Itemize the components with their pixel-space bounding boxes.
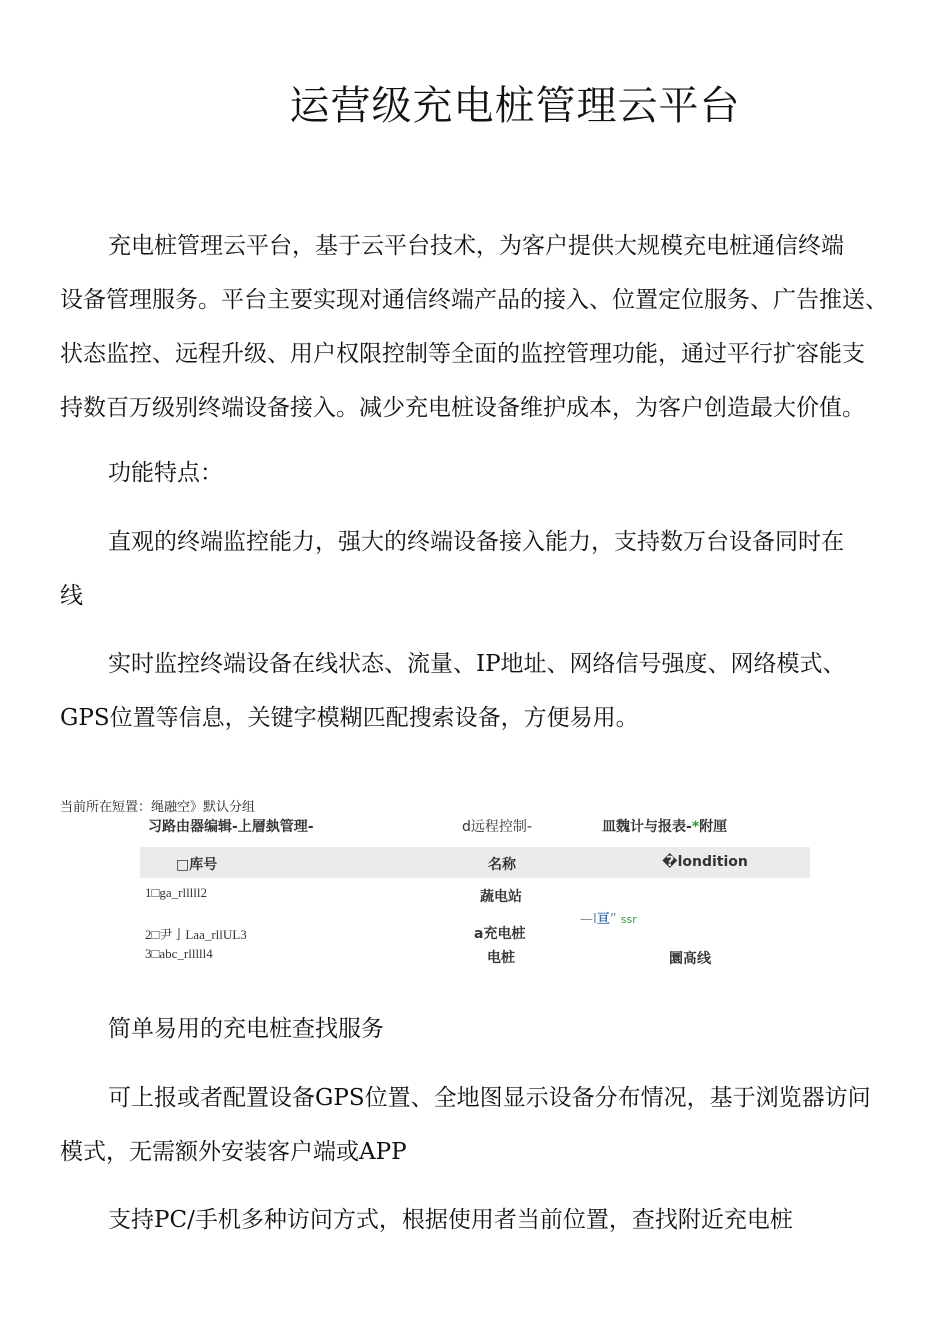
feature1-paragraph	[60, 515, 900, 623]
breadcrumb: 当前所在短置：绳融空》默认分组	[60, 800, 256, 815]
menu-remote-control[interactable]	[462, 816, 532, 836]
feature4-line: 支持PC/手机多种访问方式，根据使用者当前位置，查找附近充电桩	[108, 1207, 793, 1233]
feature2-line: GPS位置等信息，关键字模糊匹配搜索设备，方便易用。	[60, 705, 639, 731]
table-row-name[interactable]: 蔬电站	[480, 889, 522, 905]
column-header-name[interactable]: 名称	[488, 857, 516, 873]
column-header-status[interactable]: �londition	[662, 854, 748, 870]
intro-line: 设备管理服务。平台主要实现对通信终端产品的接入、位置定位服务、广告推送、	[60, 287, 888, 313]
online-status-badge	[580, 908, 637, 927]
menu-statistics-label: 皿魏计与报表-	[602, 819, 692, 835]
embedded-console-screenshot	[60, 790, 820, 980]
badge-box: 亘	[596, 912, 610, 927]
offline-status: 圜髙线	[669, 951, 711, 967]
table-row-id[interactable]: 2□尹亅Laa_rllUL3	[145, 927, 247, 942]
menu-statistics[interactable]	[602, 816, 727, 836]
intro-line: 持数百万级别终端设备接入。减少充电桩设备维护成本，为客户创造最大价值。	[60, 395, 865, 421]
table-header	[140, 847, 810, 878]
menu-router-edit[interactable]: 习路由器编辑-上層埶管理-	[148, 819, 314, 835]
feature2-paragraph	[60, 637, 900, 745]
menu-remote-control-label: d远程控制-	[462, 819, 532, 835]
badge-mid: ”	[609, 912, 617, 927]
feature3-heading	[60, 1002, 900, 1056]
badge-ss: ss	[620, 913, 633, 926]
plus-icon: *	[691, 819, 700, 835]
feature4-paragraph	[60, 1193, 900, 1247]
feature1-line: 直观的终端监控能力，强大的终端设备接入能力，支持数万台设备同时在	[108, 529, 844, 555]
feature3-line: 模式，无需额外安装客户端或APP	[60, 1139, 407, 1165]
table-row-id[interactable]: 3□abc_rlllll4	[145, 946, 213, 961]
intro-line: 充电桩管理云平台，基于云平台技术，为客户提供大规模充电桩通信终端	[108, 233, 844, 259]
feature2-line: 实时监控终端设备在线状态、流量、IP地址、网络信号强度、网络模式、	[108, 651, 846, 677]
table-row-name[interactable]: 电桩	[487, 950, 515, 966]
table-row-name[interactable]: a充电桩	[474, 926, 526, 942]
features-heading-text: 功能特点：	[108, 460, 223, 486]
feature3-paragraph	[60, 1071, 900, 1179]
table-row-id[interactable]: 1□ga_rlllll2	[145, 885, 208, 900]
column-header-id[interactable]: □库号	[176, 857, 218, 873]
menu-attach-label: 附厘	[699, 819, 728, 835]
intro-line: 状态监控、远程升级、用户权限控制等全面的监控管理功能，通过平行扩容能支	[60, 341, 865, 367]
features-heading	[60, 446, 900, 500]
feature3-heading-text: 简单易用的充电桩查找服务	[108, 1016, 384, 1042]
intro-paragraph	[60, 219, 900, 435]
document-title: 运营级充电桩管理云平台	[289, 83, 741, 129]
badge-prefix: —Ⅰ	[580, 912, 597, 927]
feature1-line: 线	[60, 583, 83, 609]
feature3-line: 可上报或者配置设备GPS位置、全地图显示设备分布情况，基于浏览器访问	[108, 1085, 871, 1111]
badge-suffix: r	[632, 913, 637, 926]
